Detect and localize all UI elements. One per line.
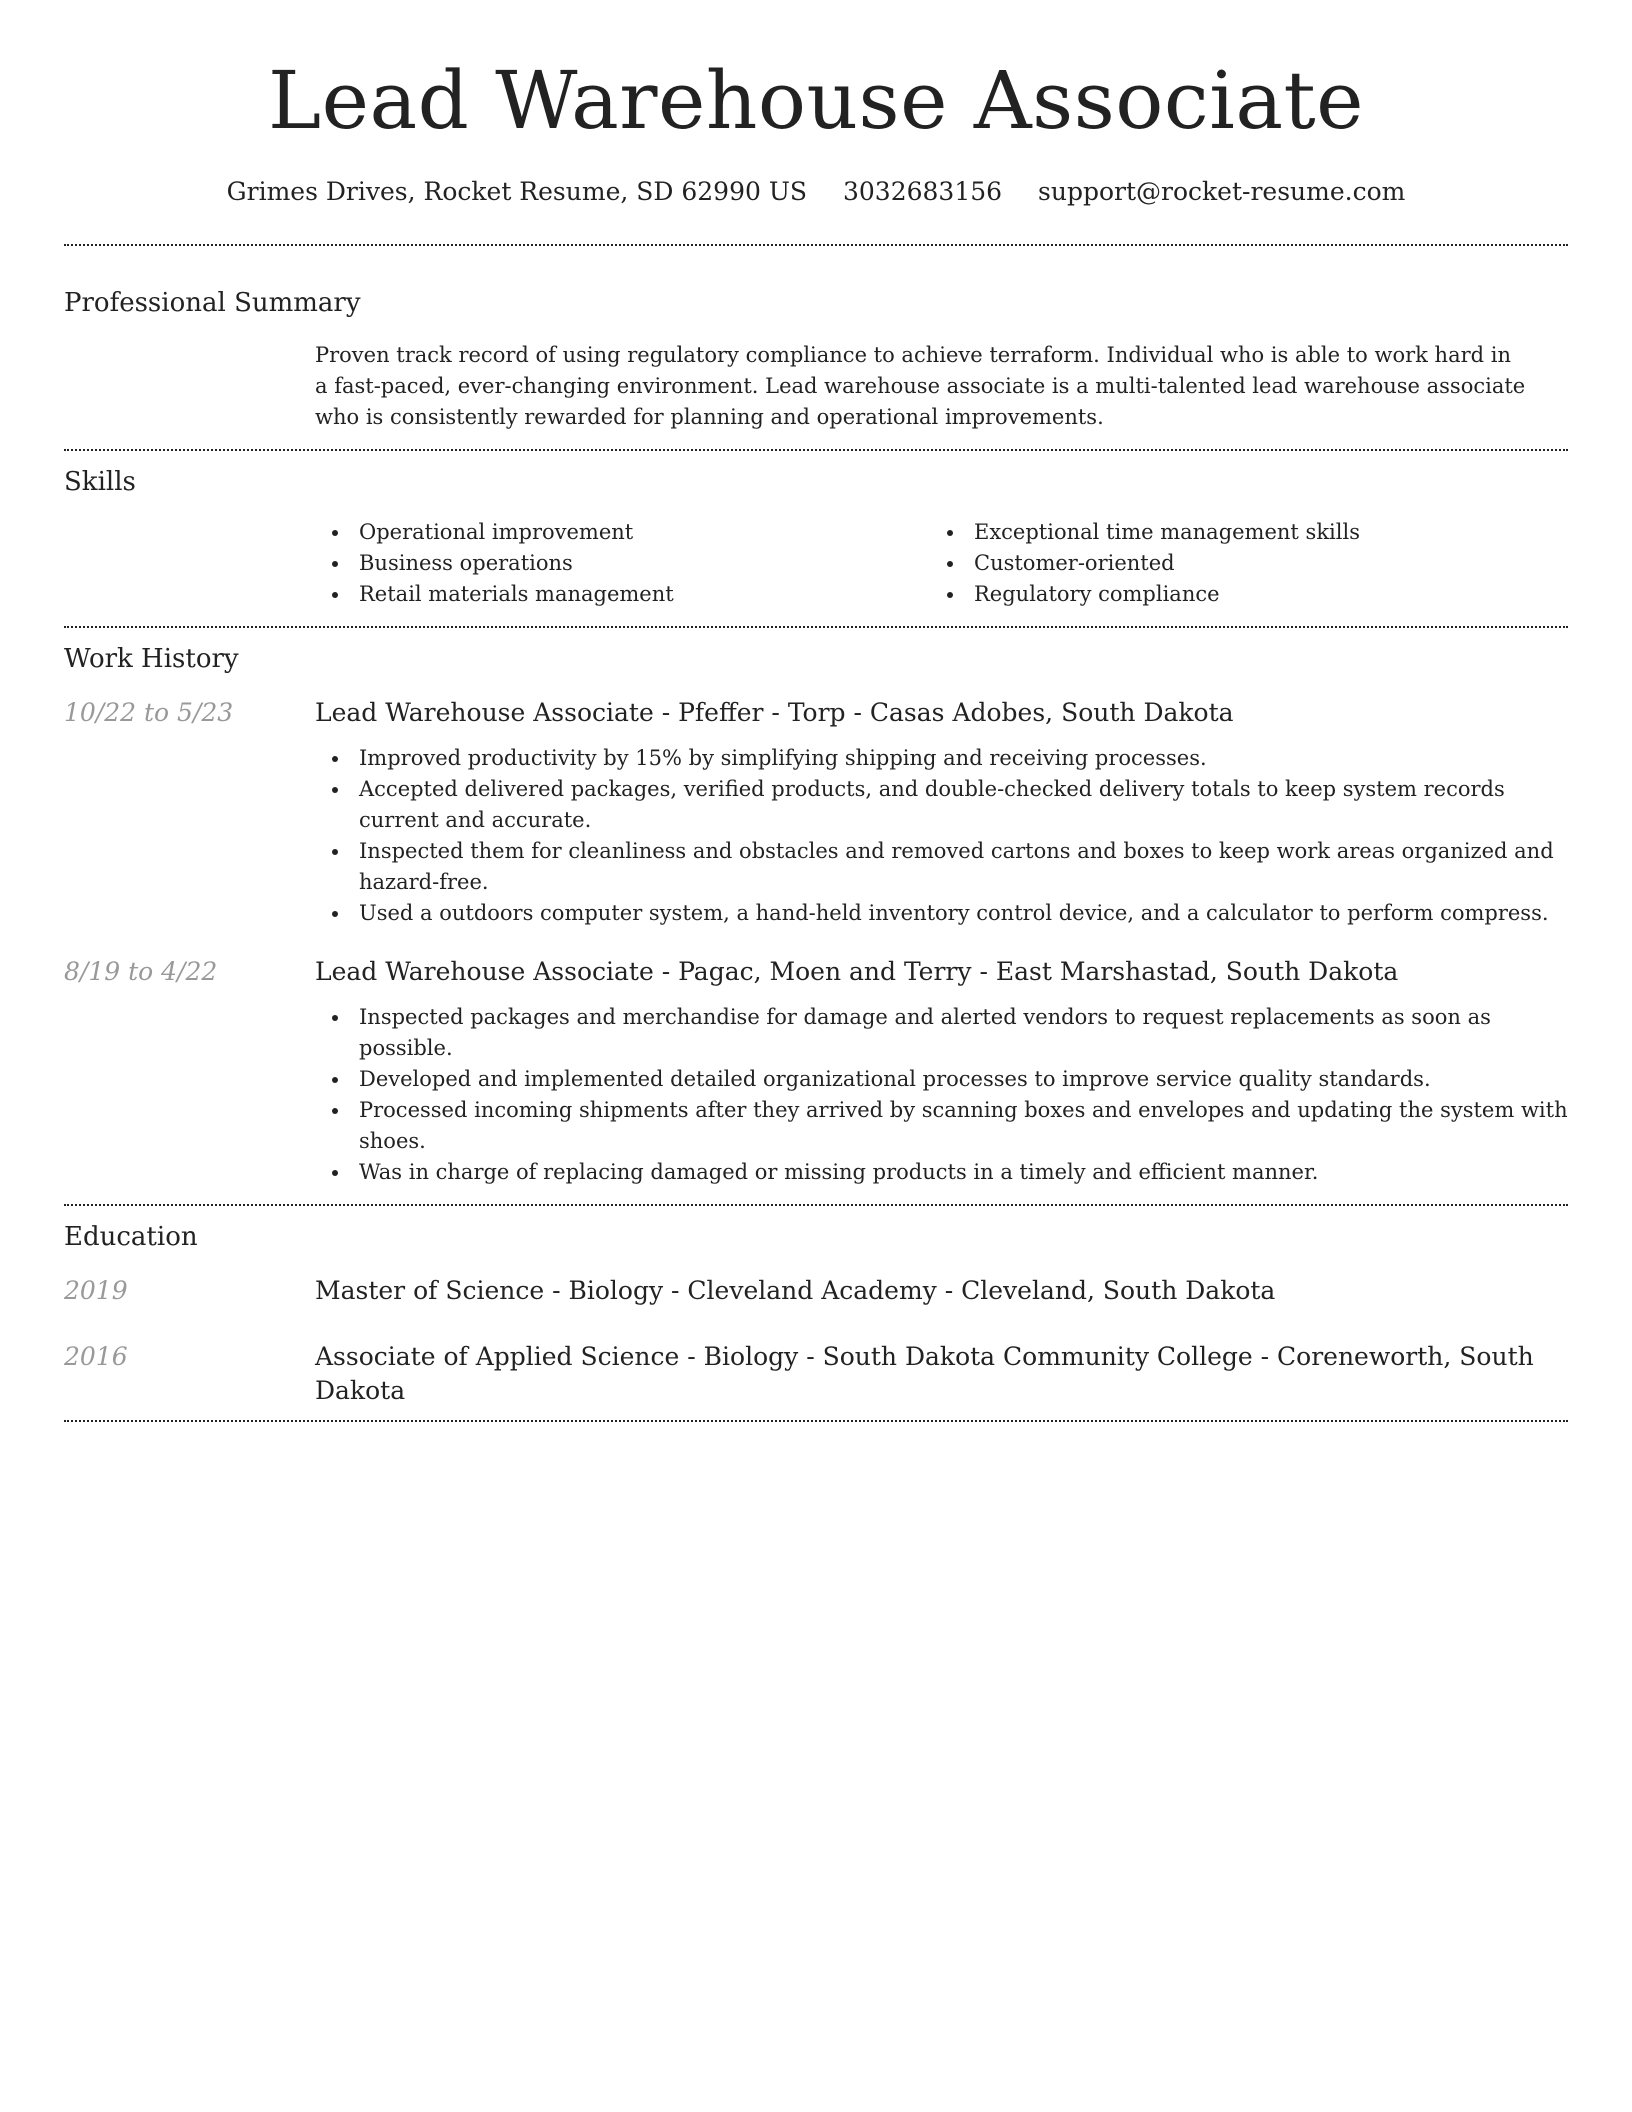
work-history-section <box>64 628 1568 1204</box>
job-heading: Lead Warehouse Associate - Pfeffer - Torp - Casas Adobes, South Dakota <box>315 698 1234 727</box>
job-content <box>315 955 1568 1188</box>
job-dates: 10/22 to 5/23 <box>64 698 234 727</box>
summary-text: Proven track record of using regulatory compliance to achieve terraform. Individual who is able to work hard in a fast-paced, ever-changing environment. Lead warehouse associate is a multi-talented lead warehouse associate who is consistently rewarded for planning and operational improvements. <box>315 343 1526 429</box>
education-text: Associate of Applied Science - Biology - South Dakota Community College - Coreneworth, South Dakota <box>315 1342 1534 1405</box>
education-year: 2019 <box>64 1276 128 1305</box>
job-bullet: Inspected packages and merchandise for damage and alerted vendors to request replacements as soon as possible. <box>315 1002 1568 1064</box>
job-bullet: Was in charge of replacing damaged or missing products in a timely and efficient manner. <box>315 1157 1568 1188</box>
skill-item: Customer-oriented <box>930 548 1545 579</box>
contact-line <box>64 176 1568 208</box>
contact-address: Grimes Drives, Rocket Resume, SD 62990 US <box>226 177 808 206</box>
job-content <box>315 696 1568 929</box>
job-entry <box>64 696 1568 929</box>
job-heading: Lead Warehouse Associate - Pagac, Moen and Terry - East Marshastad, South Dakota <box>315 957 1399 986</box>
job-bullet: Improved productivity by 15% by simplifying shipping and receiving processes. <box>315 743 1568 774</box>
summary-section <box>64 246 1568 449</box>
resume-name: Lead Warehouse Associate <box>267 54 1365 147</box>
contact-phone: 3032683156 <box>843 177 1003 206</box>
section-title-summary: Professional Summary <box>64 288 361 318</box>
skill-item: Exceptional time management skills <box>930 517 1545 548</box>
section-title-education: Education <box>64 1222 198 1252</box>
job-bullet: Processed incoming shipments after they arrived by scanning boxes and envelopes and updating the system with shoes. <box>315 1095 1568 1157</box>
skills-column-left <box>315 517 930 610</box>
education-entry <box>64 1274 1568 1308</box>
skills-list <box>315 499 1568 626</box>
skill-item: Retail materials management <box>315 579 930 610</box>
skills-column-right <box>930 517 1545 610</box>
resume-page <box>64 0 1568 1422</box>
job-bullets <box>315 1002 1568 1188</box>
education-entry <box>64 1340 1568 1408</box>
job-bullets <box>315 743 1568 929</box>
job-entry <box>64 955 1568 1188</box>
job-bullet: Used a outdoors computer system, a hand-held inventory control device, and a calculator to perform compress. <box>315 898 1568 929</box>
skills-section <box>64 451 1568 626</box>
job-bullet: Inspected them for cleanliness and obstacles and removed cartons and boxes to keep work areas organized and hazard-free. <box>315 836 1568 898</box>
contact-email: support@rocket-resume.com <box>1038 177 1406 206</box>
education-section <box>64 1206 1568 1420</box>
education-year: 2016 <box>64 1342 128 1371</box>
skill-item: Business operations <box>315 548 930 579</box>
job-bullet: Developed and implemented detailed organizational processes to improve service quality standards. <box>315 1064 1568 1095</box>
section-title-work: Work History <box>64 644 239 674</box>
section-title-skills: Skills <box>64 467 136 497</box>
skill-item: Regulatory compliance <box>930 579 1545 610</box>
job-dates: 8/19 to 4/22 <box>64 957 218 986</box>
education-text: Master of Science - Biology - Cleveland Academy - Cleveland, South Dakota <box>315 1276 1276 1305</box>
skill-item: Operational improvement <box>315 517 930 548</box>
divider <box>64 1420 1568 1422</box>
job-bullet: Accepted delivered packages, verified products, and double-checked delivery totals to keep system records current and accurate. <box>315 774 1568 836</box>
